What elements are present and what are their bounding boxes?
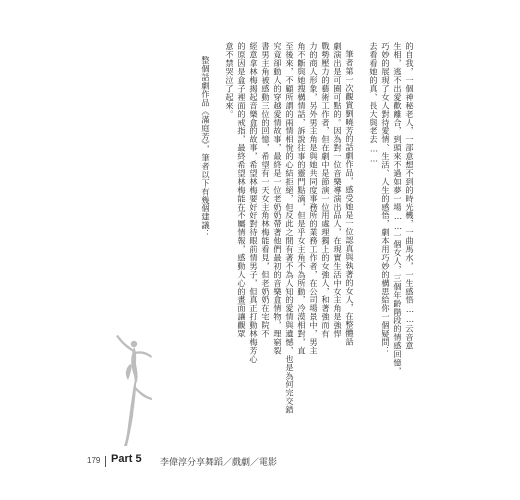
text-column: 力的商人形象，另外男主角是與她共同度事務所的業務工作者，在公司場景中，男主 <box>309 42 319 355</box>
part-label: Part 5 <box>111 453 142 465</box>
text-column: 角不斷與她搜構情話，訴說往事的靈門點滴，但是乎女主角不為所動，冷漠相對，直 <box>297 42 307 355</box>
text-column: 戰勢壓力的藝術工作者，但在劇中是節演一位用處理獨上的女強人，和著強而有 <box>321 42 331 338</box>
text-column: 意不禁哭泣了起來。 <box>225 42 235 119</box>
text-column: 去看看她的真、長大與老去…… <box>369 42 379 164</box>
footer-divider <box>105 456 106 467</box>
text-column: 巧妙的展現了女人對待愛情、生活、人生的感悟，劇本用巧妙的構思給你一個疑問： <box>381 42 391 355</box>
page-footer <box>0 452 520 472</box>
dancer-illustration <box>110 330 156 450</box>
text-column: 筆者第一次觀賞劉曉芳的話劇作品，感受她是一位認真與執著的女人，在整體話 <box>345 50 355 346</box>
text-column: 的自我，一個神秘老人，一部意想不到的時光機，一曲馬水，一生感悟……云音意 <box>405 42 415 350</box>
text-column: 劇演出是可圈可點的。因為對一位音樂導演出品人，在現實生活中女主角是強悍 <box>333 42 343 338</box>
part-title: 李偉淳分享舞蹈／戲劇／電影 <box>160 457 278 467</box>
page-number: 179 <box>87 456 101 465</box>
text-column: 究竟卻動人的穿越愛情故事，最終是一位老奶奶帶著他們最初的音樂盒情物，理窮裂 <box>273 42 283 355</box>
text-column: 至後來，不顧所謂的兩情相悅的心結拒絕，但反此之間有著不為人知的愛情與遺憾，也是為何完交錯 <box>285 42 295 414</box>
text-column: 的原因是盒子裡面的戒指，最終希望林梅能在不屬情報，感動人心的畫面讓觀眾 <box>237 42 247 338</box>
text-column: 書男主角被感動三位的回憶，希望有一天女主角林梅能看見，但老奶奶在宅院不 <box>261 42 271 338</box>
text-column: 整個話劇作品《滿庭芳》，筆者以下有幾個建議： <box>201 56 211 238</box>
text-column: 經意拿林梅揭起音樂盒的故事，希望林梅要好好對待眼前情男子，但真正打動林梅芳心 <box>249 42 259 364</box>
text-column: 生相，逃不出愛歡離合，到頭來不過如夢一場……一個女人，三個年齡階段的情感回憶， <box>393 42 403 376</box>
